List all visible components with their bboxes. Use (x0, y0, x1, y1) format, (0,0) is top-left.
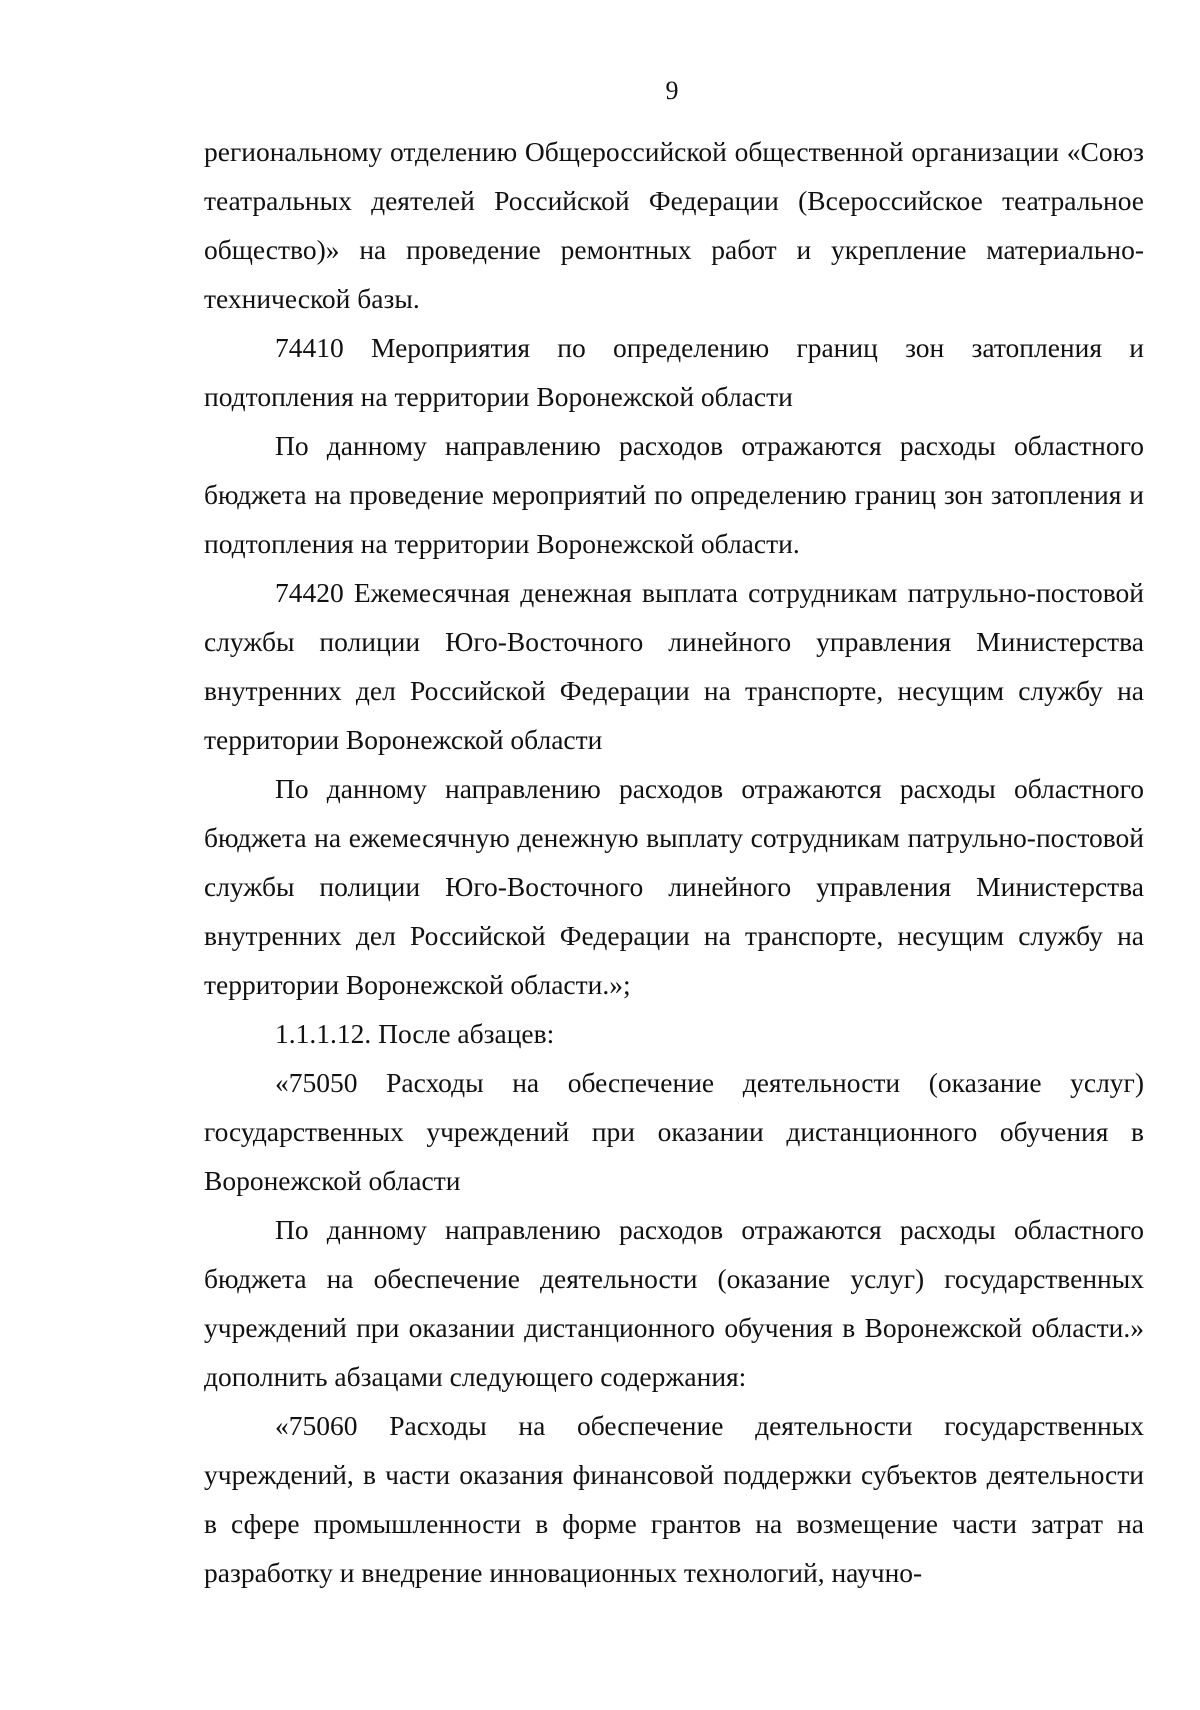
paragraph-heading-75060: «75060 Расходы на обеспечение деятельности государственных учреждений, в части оказания финансовой поддержки субъектов деятельности в сфере промышленности в форме грантов на возмещение части затрат на разработку и внедрение инновационных технологий, научно- (204, 1410, 1144, 1588)
paragraph-description-74420: По данному направлению расходов отражаются расходы областного бюджета на ежемесячную денежную выплату сотрудникам патрульно-постовой службы полиции Юго-Восточного линейного управления Министерства внутренних дел Российской Федерации на транспорте, несущим службу на территории Воронежской области.»; (204, 773, 1144, 1000)
paragraph-description-74410: По данному направлению расходов отражаются расходы областного бюджета на проведение мероприятий по определению границ зон затопления и подтопления на территории Воронежской области. (204, 430, 1144, 559)
paragraph-clause-1-1-1-12: 1.1.1.12. После абзацев: (275, 1018, 555, 1049)
document-body (204, 127, 1144, 1597)
paragraph-heading-74420: 74420 Ежемесячная денежная выплата сотрудникам патрульно-постовой службы полиции Юго-Восточного линейного управления Министерства внутренних дел Российской Федерации на транспорте, несущим службу на территории Воронежской области (204, 577, 1144, 755)
paragraph-continuation: региональному отделению Общероссийской общественной организации «Союз театральных деятелей Российской Федерации (Всероссийское театральное общество)» на проведение ремонтных работ и укрепление материально-технической базы. (204, 136, 1144, 314)
page-number: 9 (665, 76, 679, 105)
paragraph-heading-75050: «75050 Расходы на обеспечение деятельности (оказание услуг) государственных учреждений при оказании дистанционного обучения в Воронежской области (204, 1067, 1144, 1196)
paragraph-description-75050: По данному направлению расходов отражаются расходы областного бюджета на обеспечение деятельности (оказание услуг) государственных учреждений при оказании дистанционного обучения в Воронежской области.» дополнить абзацами следующего содержания: (204, 1214, 1144, 1392)
paragraph-heading-74410: 74410 Мероприятия по определению границ зон затопления и подтопления на территории Воронежской области (204, 332, 1144, 412)
